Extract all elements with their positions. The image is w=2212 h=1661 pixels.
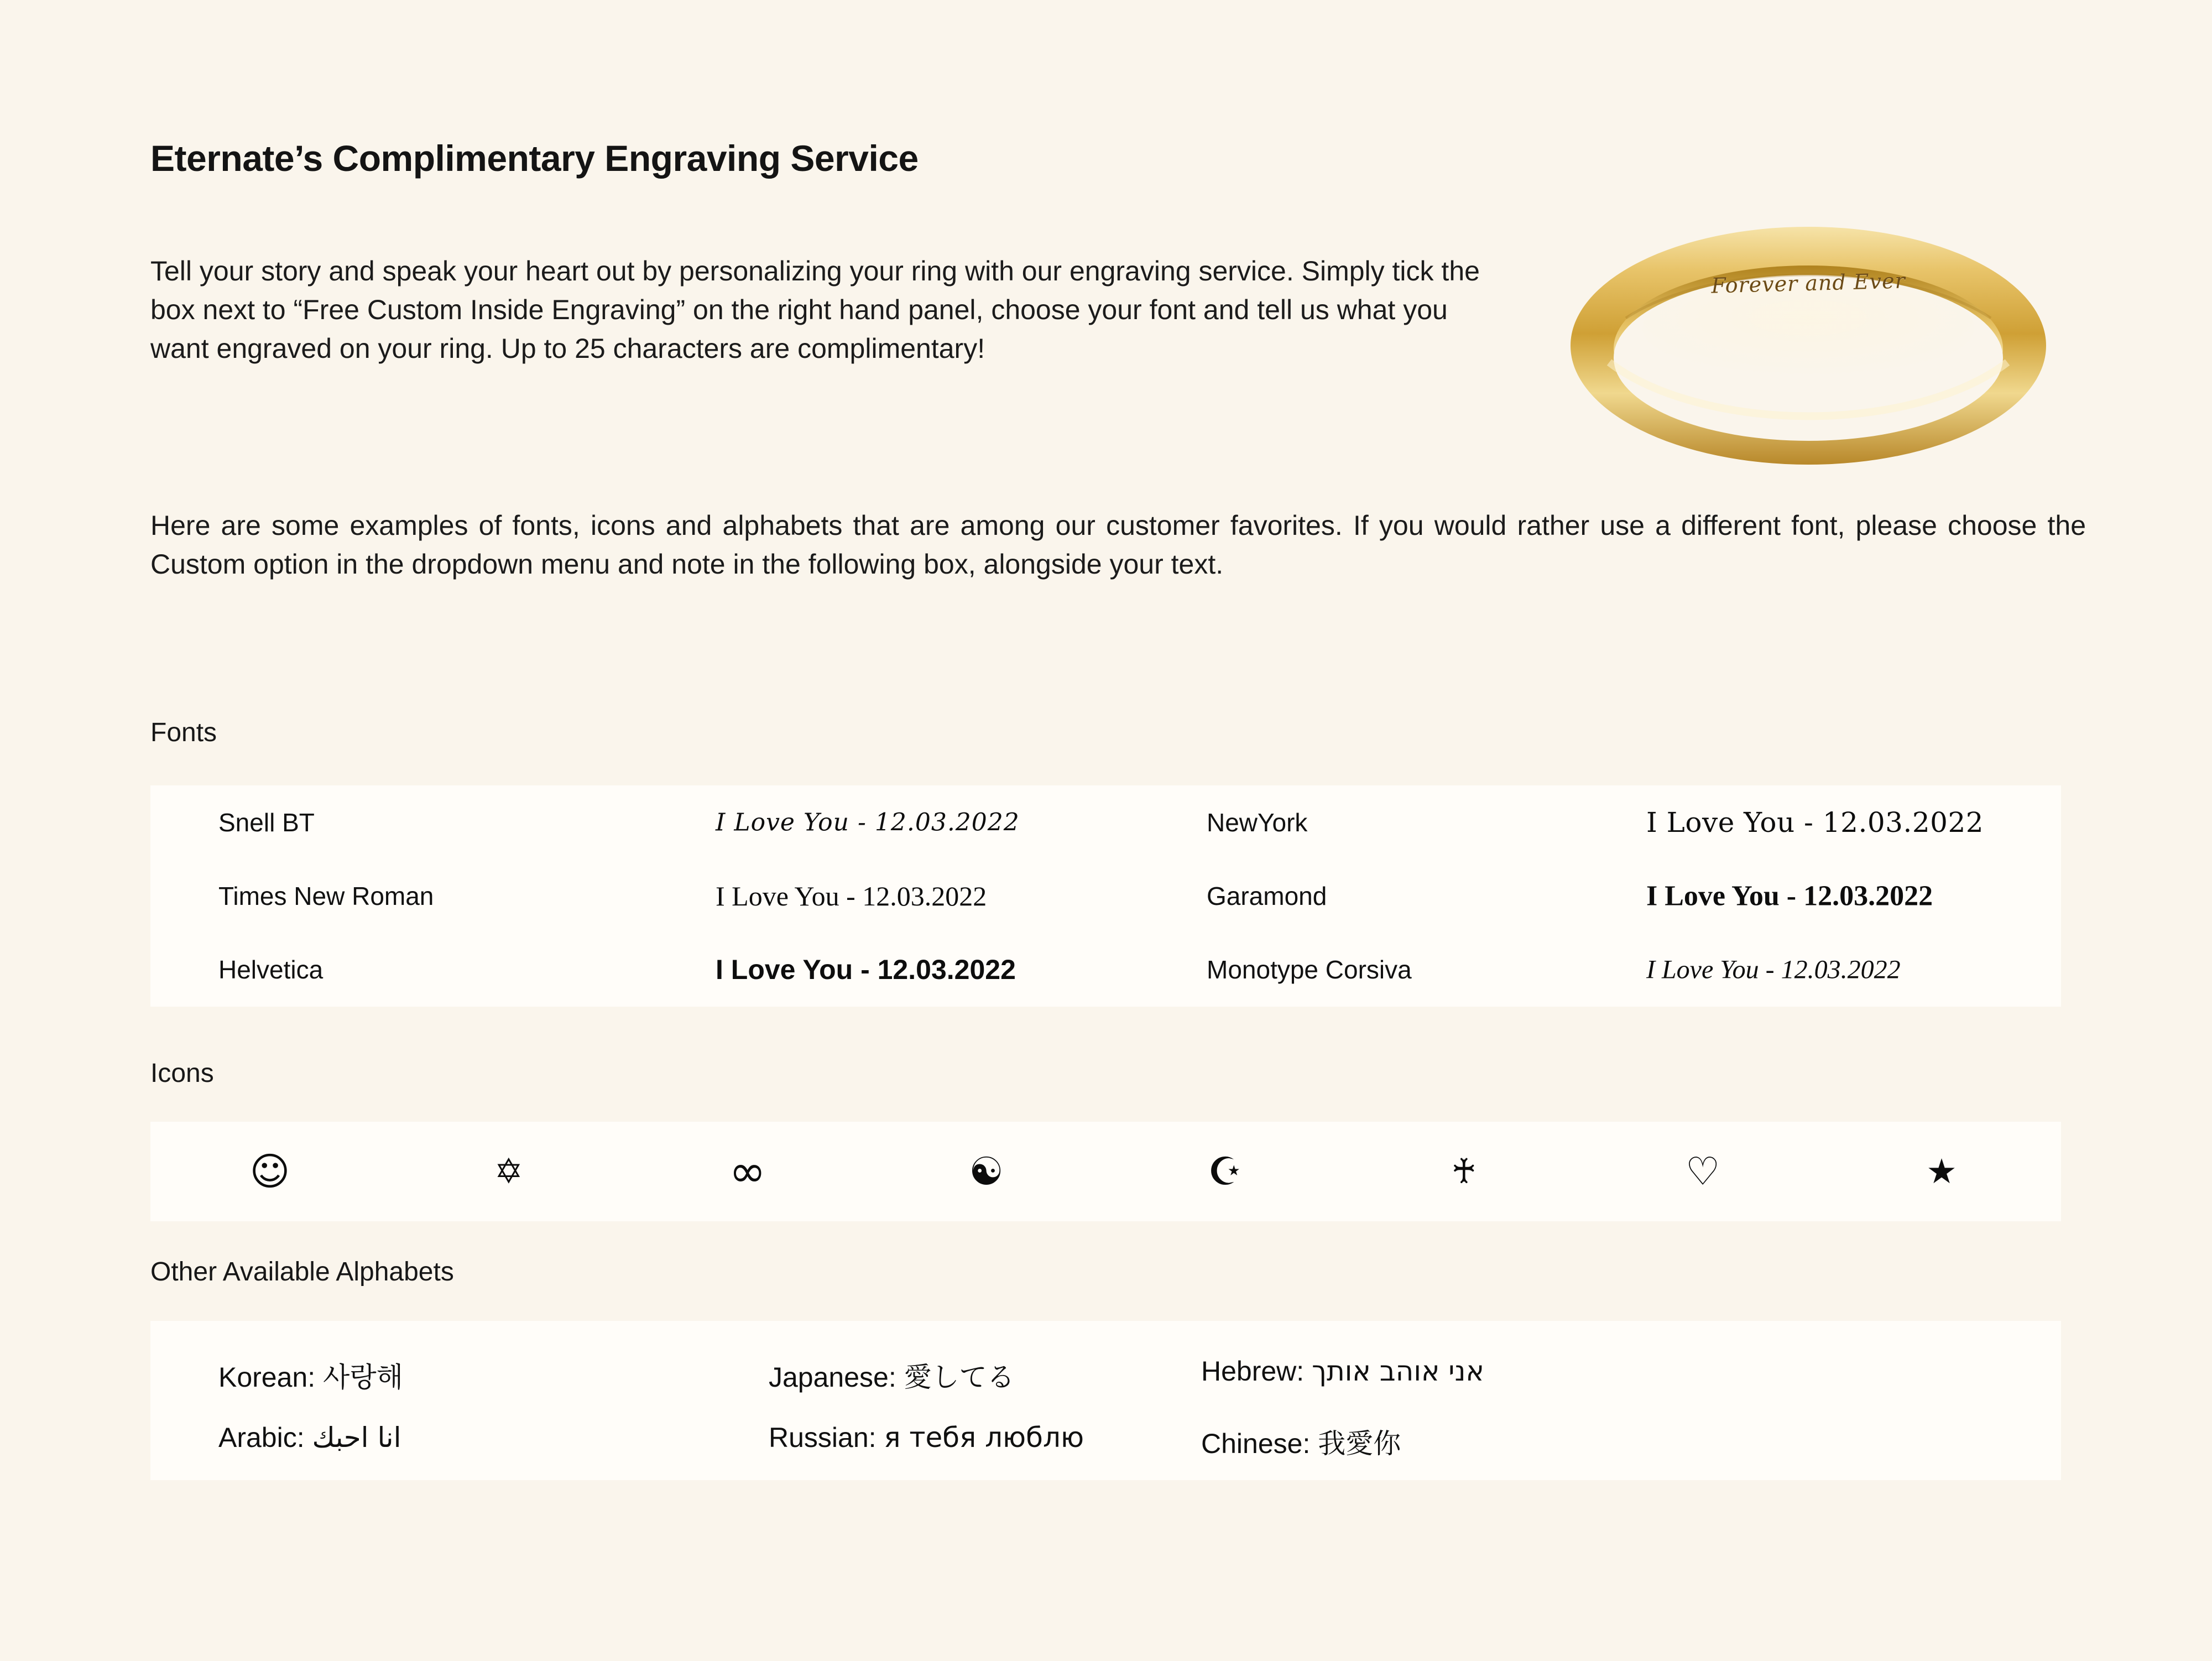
alphabet-item-arabic [218, 1422, 401, 1454]
smiley-face-icon: ☺ [249, 1149, 290, 1194]
alphabets-panel [150, 1321, 2061, 1480]
alphabet-language: Arabic: [218, 1422, 305, 1453]
alphabet-text: אני אוהב אותך [1312, 1355, 1484, 1387]
font-row [150, 785, 2061, 859]
alphabet-language: Russian: [769, 1422, 877, 1453]
font-row [150, 859, 2061, 933]
page-title: Eternate’s Complimentary Engraving Service [150, 138, 919, 179]
cross-icon: ♰ [1451, 1151, 1477, 1191]
gold-ring-graphic [1543, 213, 2074, 473]
star-and-crescent-icon: ☪ [1208, 1149, 1243, 1194]
fonts-panel [150, 785, 2061, 1007]
secondary-paragraph: Here are some examples of fonts, icons and alphabets that are among our customer favorites. If you would rather use a different font, please choose the Custom option in the dropdown menu and note in the following box, alongside your text. [150, 510, 2086, 580]
alphabet-language: Chinese: [1201, 1428, 1311, 1459]
font-row [150, 933, 2061, 1006]
heart-outline-icon: ♡ [1685, 1149, 1720, 1194]
font-sample: I Love You - 12.03.2022 [716, 880, 987, 912]
section-label-alphabets: Other Available Alphabets [150, 1257, 454, 1287]
alphabet-text: انا احبك [312, 1422, 401, 1454]
alphabet-item-korean [218, 1355, 403, 1395]
font-sample: I Love You - 12.03.2022 [716, 954, 1016, 985]
engraved-ring-image [1543, 213, 2074, 473]
infinity-icon: ∞ [729, 1145, 766, 1197]
font-sample: I Love You - 12.03.2022 [716, 808, 1020, 836]
icons-panel [150, 1122, 2061, 1221]
alphabet-text: 愛してる [904, 1361, 1015, 1393]
section-label-fonts: Fonts [150, 718, 217, 747]
alphabet-item-japanese [769, 1355, 1015, 1395]
alphabet-language: Hebrew: [1201, 1356, 1305, 1387]
font-name: Garamond [1207, 881, 1327, 910]
alphabet-text: 我愛你 [1318, 1428, 1401, 1460]
intro-paragraph: Tell your story and speak your heart out by personalizing your ring with our engraving service. Simply tick the box next to “Free Custom Inside Engraving” on the right hand panel, choose your font and tell us what you want engraved on your ring. Up to 25 characters are complimentary! [150, 256, 1480, 364]
font-name: Snell BT [218, 808, 315, 837]
font-name: Helvetica [218, 955, 324, 984]
alphabet-item-chinese [1201, 1422, 1401, 1461]
font-sample: I Love You - 12.03.2022 [1646, 806, 1984, 839]
font-name: NewYork [1207, 808, 1308, 837]
font-name: Monotype Corsiva [1207, 955, 1412, 984]
alphabet-item-russian [769, 1422, 1084, 1454]
font-sample: I Love You - 12.03.2022 [1646, 955, 1901, 984]
alphabet-language: Korean: [218, 1362, 316, 1393]
star-filled-icon: ★ [1926, 1151, 1957, 1191]
alphabet-item-hebrew [1201, 1355, 1484, 1387]
section-label-icons: Icons [150, 1059, 214, 1088]
font-name: Times New Roman [218, 881, 434, 910]
alphabet-language: Japanese: [769, 1362, 896, 1393]
star-of-david-icon: ✡ [494, 1151, 523, 1191]
alphabet-text: 사랑해 [323, 1361, 403, 1393]
yin-yang-icon: ☯ [969, 1149, 1004, 1194]
font-sample: I Love You - 12.03.2022 [1646, 880, 1933, 912]
alphabet-text: я тебя люблю [884, 1422, 1084, 1454]
ring-engraving-text: Forever and Ever [1710, 268, 1906, 298]
